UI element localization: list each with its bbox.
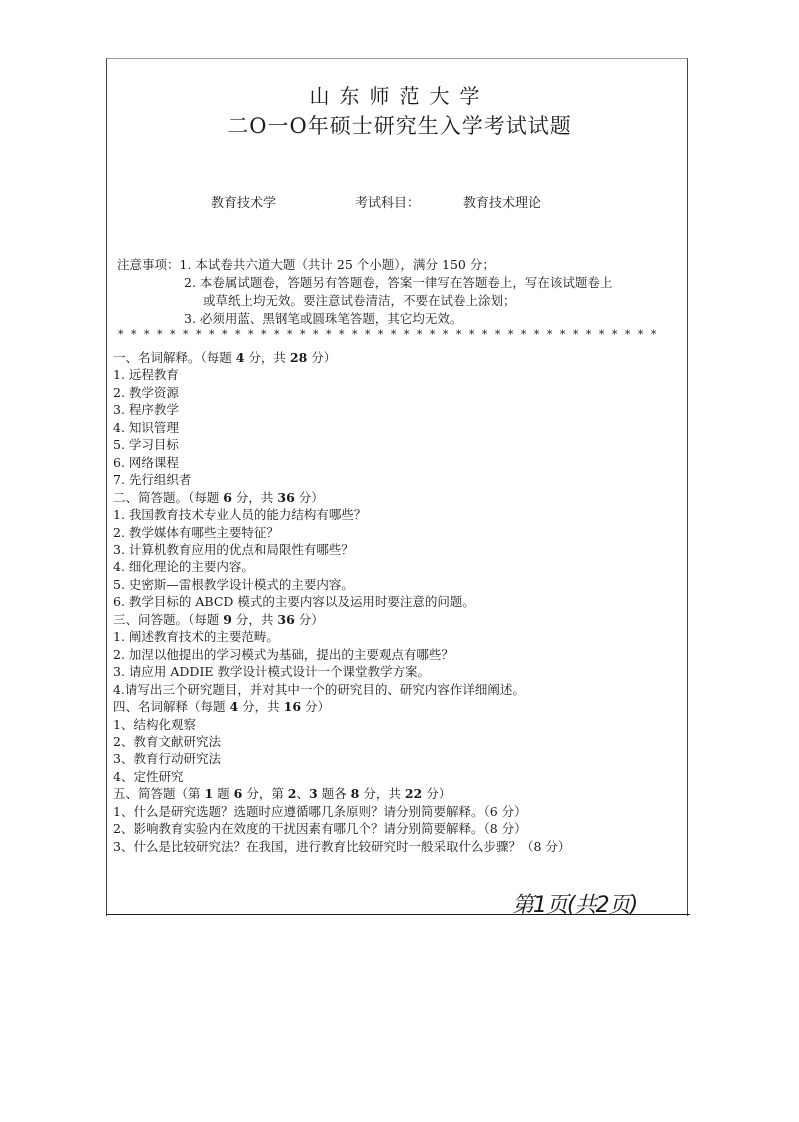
- question-item: 1. 我国教育技术专业人员的能力结构有哪些？: [113, 507, 367, 523]
- question-item: 2. 加涅以他提出的学习模式为基础，提出的主要观点有哪些？: [113, 646, 454, 662]
- question-item: 4、定性研究: [113, 768, 184, 784]
- question-item: 1、结构化观察: [113, 716, 196, 732]
- question-item: 3. 程序教学: [113, 402, 179, 418]
- question-item: 2. 教学资源: [113, 384, 179, 400]
- note-item: 1. 本试卷共六道大题（共计 25 个小题），满分 150 分；: [179, 257, 495, 272]
- section-title: 一、名词解释。（每题 4 分，共 28 分）: [113, 350, 337, 365]
- question-item: 1. 远程教育: [113, 367, 179, 383]
- subject-label: 考试科目：: [355, 196, 421, 211]
- note-item: 或草纸上均无效。要注意试卷清洁，不要在试卷上涂划；: [203, 293, 516, 308]
- question-item: 1. 阐述教育技术的主要范畴。: [113, 629, 279, 645]
- major: 教育技术学: [211, 196, 277, 211]
- section-title: 五、简答题（第 1 题 6 分，第 2、3 题各 8 分，共 22 分）: [113, 786, 452, 802]
- question-item: 5. 学习目标: [113, 437, 179, 453]
- notes-label: 注意事项：: [117, 257, 180, 272]
- question-list: [113, 349, 683, 855]
- notes: [117, 256, 687, 328]
- question-item: 4.请写出三个研究题目，并对其中一个的研究目的、研究内容作详细阐述。: [113, 681, 525, 697]
- section-title: 二、简答题。（每题 6 分，共 36 分）: [113, 489, 324, 505]
- exam-title: 二O一O年硕士研究生入学考试试题: [227, 114, 572, 138]
- question-item: 1、什么是研究选题？选题时应遵循哪几条原则？请分别简要解释。（6 分）: [113, 803, 527, 819]
- question-item: 2. 教学媒体有哪些主要特征？: [113, 524, 279, 540]
- question-item: 3. 请应用 ADDIE 教学设计模式设计一个课堂教学方案。: [113, 664, 430, 680]
- handwritten-page-number: 第1页(共2页): [512, 893, 638, 918]
- question-item: 2、影响教育实验内在效度的干扰因素有哪几个？请分别简要解释。（8 分）: [113, 821, 527, 837]
- subject: 教育技术理论: [463, 196, 542, 211]
- university-title: 山东师范大学: [309, 84, 490, 108]
- question-item: 3、教育行动研究法: [113, 751, 221, 767]
- note-item: 3. 必须用蓝、黑钢笔或圆珠笔答题，其它均无效。: [184, 311, 463, 326]
- star-separator: * * * * * * * * * * * * * * * * * * * * * * * * * * * * * * * * * * * * * * * * * *: [118, 328, 659, 341]
- section-title: 四、名词解释（每题 4 分，共 16 分）: [113, 699, 331, 715]
- section-title: 三、问答题。（每题 9 分，共 36 分）: [113, 611, 324, 627]
- question-item: 6. 教学目标的 ABCD 模式的主要内容以及运用时要注意的问题。: [113, 594, 475, 610]
- question-item: 4. 细化理论的主要内容。: [113, 559, 254, 575]
- question-item: 7. 先行组织者: [113, 472, 192, 488]
- note-item: 2. 本卷属试题卷，答题另有答题卷，答案一律写在答题卷上，写在该试题卷上: [184, 275, 613, 290]
- question-item: 3、什么是比较研究法？在我国，进行教育比较研究时一般采取什么步骤？（8 分）: [113, 838, 571, 854]
- question-item: 6. 网络课程: [113, 454, 179, 470]
- question-item: 3. 计算机教育应用的优点和局限性有哪些？: [113, 541, 354, 557]
- question-item: 2、教育文献研究法: [113, 733, 221, 749]
- question-item: 4. 知识管理: [113, 419, 179, 435]
- question-item: 5. 史密斯—雷根教学设计模式的主要内容。: [113, 576, 354, 592]
